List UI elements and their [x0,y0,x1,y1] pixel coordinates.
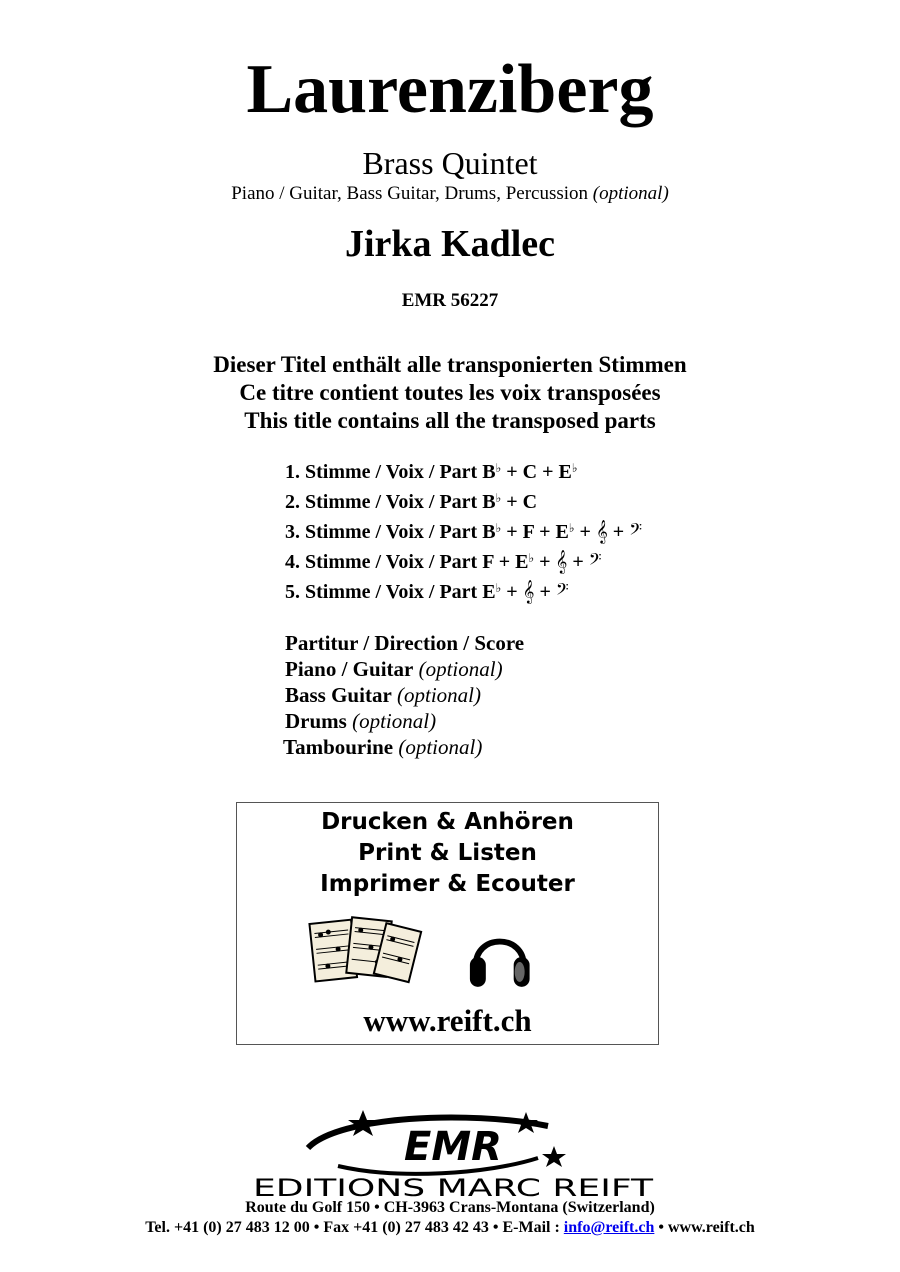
part-key: E♭ [558,461,578,483]
extra-note: (optional) [397,683,482,707]
bass-clef-icon: 𝄢 [588,551,602,573]
promo-icons [237,913,658,993]
extra-item [285,630,524,656]
instrumentation-optional: (optional) [592,183,669,204]
part-label: 2. Stimme / Voix / Part [285,491,483,513]
bass-clef-icon: 𝄢 [555,581,569,603]
catalog-number: EMR 56227 [401,290,499,311]
publisher-contact [0,1218,900,1238]
part-item: 5. Stimme / Voix / Part E♭ + 𝄞 + 𝄢 [285,581,569,603]
extra-note: (optional) [418,657,503,681]
extra-note: (optional) [398,735,483,759]
treble-clef-icon: 𝄞 [522,581,535,603]
bass-clef-icon: 𝄢 [629,521,643,543]
part-label: 1. Stimme / Voix / Part [285,461,483,483]
part-key: F [482,551,494,573]
email-link[interactable]: info@reift.ch [563,1219,655,1236]
extra-name: Tambourine [283,735,394,759]
part-label: 5. Stimme / Voix / Part [285,581,483,603]
extra-item [285,682,524,708]
part-item: 1. Stimme / Voix / Part B♭ + C + E♭ [285,461,578,483]
extra-item [283,734,524,760]
part-item: 2. Stimme / Voix / Part B♭ + C [285,491,538,513]
print-listen-box[interactable] [236,802,659,1045]
extra-name: Drums [285,709,347,733]
part-key: C [522,491,538,513]
part-key: E♭ [555,521,575,543]
part-label: 4. Stimme / Voix / Part [285,551,483,573]
part-key: B♭ [482,521,502,543]
part-key: E♭ [515,551,535,573]
extra-item [285,708,524,734]
part-key: C [522,461,538,483]
part-key: B♭ [482,461,502,483]
extras-list [285,630,524,760]
treble-clef-icon: 𝄞 [555,551,568,573]
extra-item [285,656,524,682]
headphones-icon [470,942,530,987]
publisher-address: Route du Golf 150 • CH-3963 Crans-Montana (Switzerland) [245,1199,655,1216]
promo-line-en: Print & Listen [358,840,537,866]
page-title: Laurenziberg [246,51,654,128]
composer: Jirka Kadlec [344,223,556,265]
sheet-music-icon [309,917,421,982]
contact-website: • www.reift.ch [654,1219,755,1236]
notice-line-fr: Ce titre contient toutes les voix transposées [239,380,661,405]
promo-line-fr: Imprimer & Ecouter [320,871,575,897]
extra-name: Partitur / Direction / Score [285,631,525,655]
part-key: F [522,521,535,543]
promo-url[interactable]: www.reift.ch [363,1003,532,1038]
notice-line-de: Dieser Titel enthält alle transponierten Stimmen [213,352,687,377]
instrumentation [0,183,900,205]
publisher-name: EDITIONS MARC REIFT [253,1174,654,1198]
extra-name: Piano / Guitar [285,657,414,681]
extra-name: Bass Guitar [285,683,392,707]
logo-text: EMR [404,1124,502,1170]
treble-clef-icon: 𝄞 [595,521,608,543]
instrumentation-list: Piano / Guitar, Bass Guitar, Drums, Percussion [231,183,589,204]
transposition-notice [0,351,900,435]
emr-logo [248,1108,658,1198]
part-item: 4. Stimme / Voix / Part F + E♭ + 𝄞 + 𝄢 [285,551,602,573]
part-label: 3. Stimme / Voix / Part [285,521,483,543]
extra-note: (optional) [352,709,437,733]
promo-line-de: Drucken & Anhören [321,809,574,835]
part-item: 3. Stimme / Voix / Part B♭ + F + E♭ + 𝄞 + 𝄢 [285,521,643,543]
notice-line-en: This title contains all the transposed parts [244,408,656,433]
subtitle: Brass Quintet [362,145,538,181]
contact-phone-fax: Tel. +41 (0) 27 483 12 00 • Fax +41 (0) 27 483 42 43 • E-Mail : [145,1219,564,1236]
part-key: E♭ [482,581,502,603]
part-key: B♭ [482,491,502,513]
parts-list [285,453,642,603]
